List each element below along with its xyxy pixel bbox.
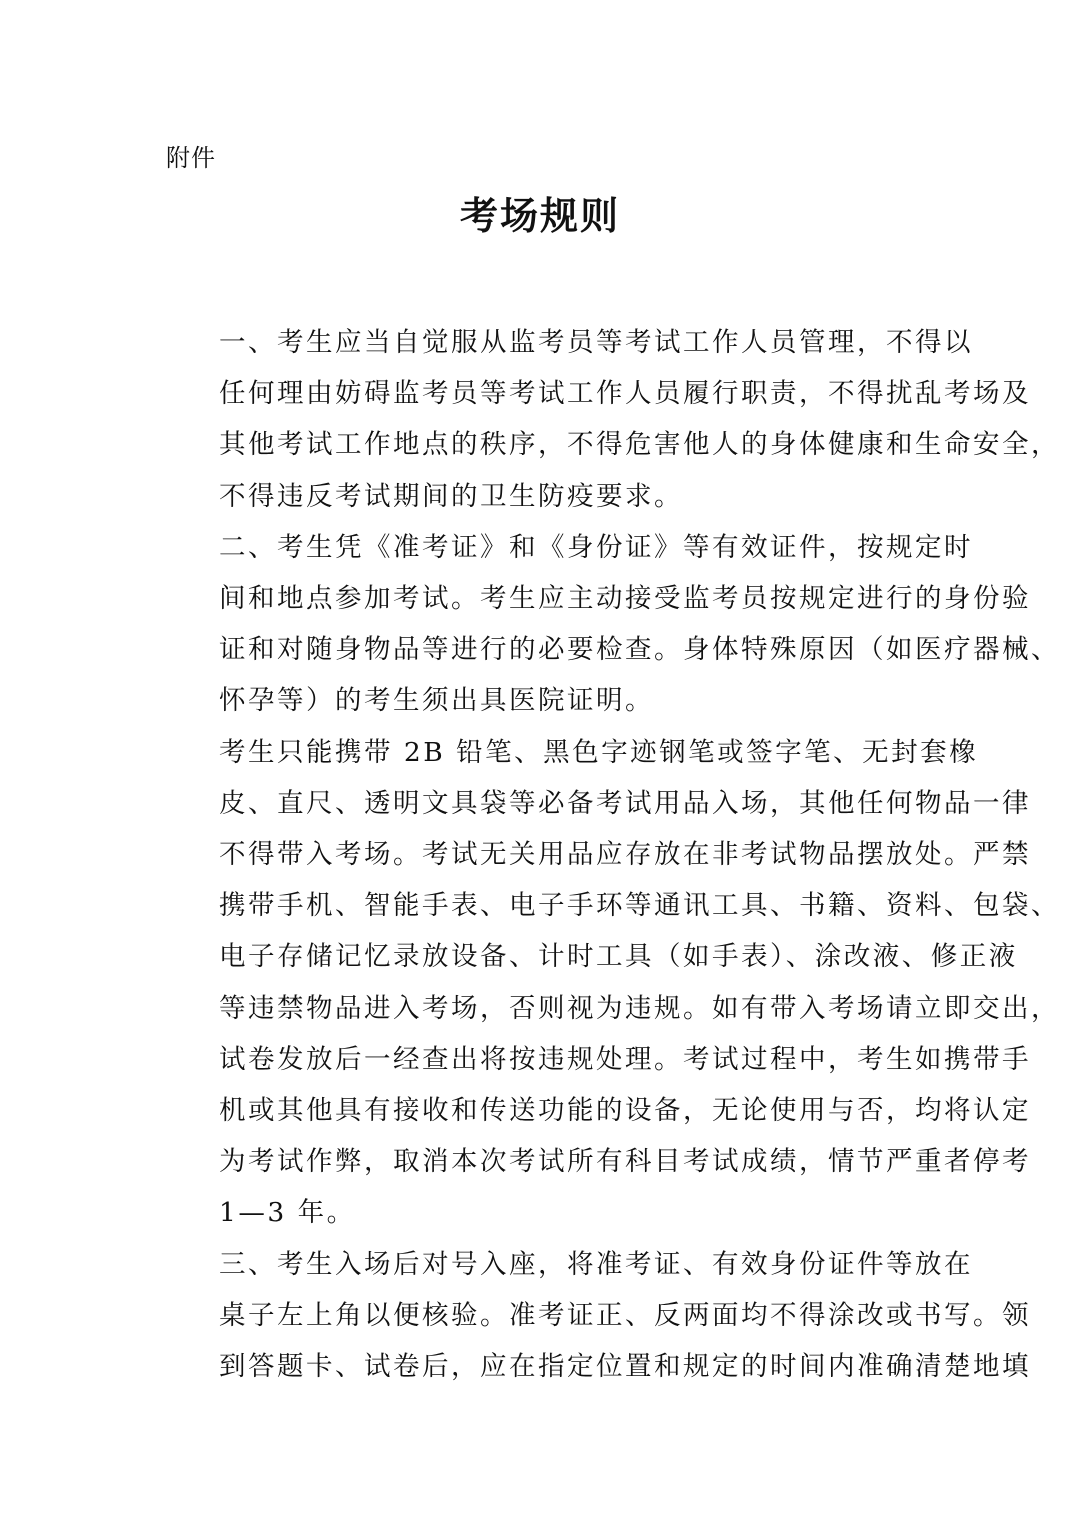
document-body <box>166 317 1060 1392</box>
paragraph-line: 间和地点参加考试。考生应主动接受监考员按规定进行的身份验 <box>219 583 1031 615</box>
paragraph-1 <box>166 317 1060 522</box>
paragraph-line: 皮、直尺、透明文具袋等必备考试用品入场，其他任何物品一律 <box>219 787 1031 819</box>
page-title: 考场规则 <box>459 193 620 238</box>
paragraph-line: 电子存储记忆录放设备、计时工具（如手表）、涂改液、修正液 <box>219 941 1018 973</box>
paragraph-line: 二、考生凭《准考证》和《身份证》等有效证件，按规定时 <box>219 531 973 563</box>
paragraph-line: 携带手机、智能手表、电子手环等通讯工具、书籍、资料、包袋、 <box>219 890 1060 922</box>
paragraph-line: 证和对随身物品等进行的必要检查。身体特殊原因（如医疗器械、 <box>219 634 1060 666</box>
paragraph-line: 桌子左上角以便核验。准考证正、反两面均不得涂改或书写。领 <box>219 1299 1031 1331</box>
paragraph-line: 其他考试工作地点的秩序，不得危害他人的身体健康和生命安全， <box>219 429 1060 461</box>
paragraph-line: 任何理由妨碍监考员等考试工作人员履行职责，不得扰乱考场及 <box>219 378 1031 410</box>
paragraph-line: 等违禁物品进入考场，否则视为违规。如有带入考场请立即交出， <box>219 992 1060 1024</box>
paragraph-4 <box>166 1239 1031 1393</box>
paragraph-line: 不得带入考场。考试无关用品应存放在非考试物品摆放处。严禁 <box>219 839 1031 871</box>
paragraph-line: 到答题卡、试卷后，应在指定位置和规定的时间内准确清楚地填 <box>219 1351 1031 1383</box>
paragraph-line: 一、考生应当自觉服从监考员等考试工作人员管理，不得以 <box>219 327 973 358</box>
paragraph-line: 机或其他具有接收和传送功能的设备，无论使用与否，均将认定 <box>219 1095 1031 1127</box>
paragraph-3 <box>166 727 1060 1239</box>
paragraph-line: 为考试作弊，取消本次考试所有科目考试成绩，情节严重者停考 <box>219 1146 1031 1178</box>
paragraph-line: 考生只能携带 2B 铅笔、黑色字迹钢笔或签字笔、无封套橡 <box>219 736 979 768</box>
paragraph-line: 1—3 年。 <box>219 1197 356 1229</box>
paragraph-2 <box>166 522 1060 727</box>
paragraph-line: 三、考生入场后对号入座，将准考证、有效身份证件等放在 <box>219 1248 973 1280</box>
paragraph-line: 试卷发放后一经查出将按违规处理。考试过程中，考生如携带手 <box>219 1043 1031 1075</box>
paragraph-line: 不得违反考试期间的卫生防疫要求。 <box>219 480 683 512</box>
paragraph-line: 怀孕等）的考生须出具医院证明。 <box>219 685 654 717</box>
attachment-label: 附件 <box>166 144 216 172</box>
